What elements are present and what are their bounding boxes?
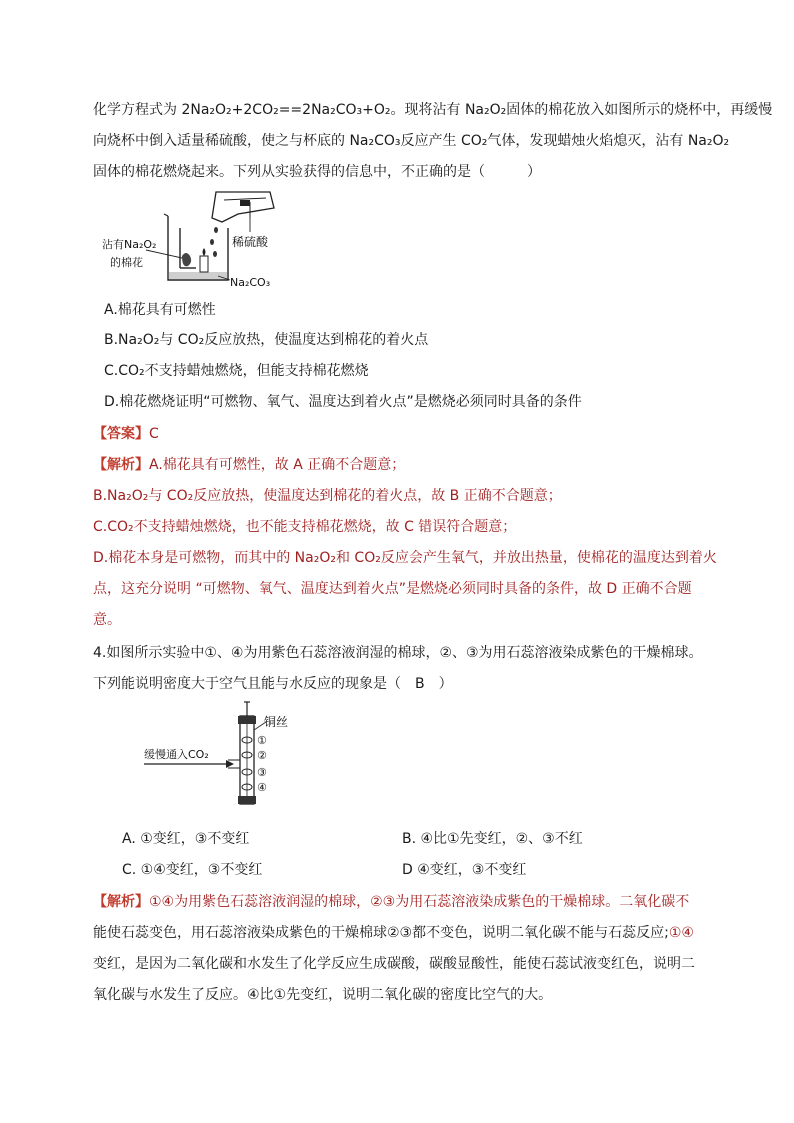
q4-analysis-line-4: 氧化碳与水发生了反应。④比①先变红，说明二氧化碳的密度比空气的大。 (93, 987, 553, 1003)
q3-analysis-line-3: C.CO₂不支持蜡烛燃烧，也不能支持棉花燃烧，故 C 错误符合题意； (93, 519, 517, 535)
q4-tube-figure (140, 700, 290, 810)
label-inlet: 缓慢通入CO₂ (144, 748, 209, 761)
q4-analysis-line-2: 能使石蕊变色，用石蕊溶液染成紫色的干燥棉球②③都不变色，说明二氧化碳不能与石蕊反应;①④ (93, 925, 694, 941)
q4-stem-line-1: 4.如图所示实验中①、④为用紫色石蕊溶液润湿的棉球，②、③为用石蕊溶液染成紫色的干燥棉球。 (93, 645, 703, 661)
cotton-icon (180, 228, 196, 268)
q3-stem-line-3: 固体的棉花燃烧起来。下列从实验获得的信息中，不正确的是（ ） (93, 164, 541, 180)
ball-label-2: ② (257, 749, 267, 762)
glass-tube-icon (238, 702, 256, 804)
q3-analysis-line-4: D.棉花本身是可燃物，而其中的 Na₂O₂和 CO₂反应会产生氧气，并放出热量，使棉花的温度达到着火 (93, 550, 717, 566)
label-carbonate: Na₂CO₃ (230, 276, 271, 288)
q3-stem-line-1: 化学方程式为 2Na₂O₂+2CO₂==2Na₂CO₃+O₂。现将沾有 Na₂O₂固体的棉花放入如图所示的烧杯中，再缓慢 (93, 102, 773, 118)
analysis-label: 【解析】 (93, 457, 149, 473)
q3-option-b: B.Na₂O₂与 CO₂反应放热，使温度达到棉花的着火点 (104, 332, 429, 348)
q4-option-b: B. ④比①先变红，②、③不红 (402, 831, 583, 847)
label-cotton-line-2: 的棉花 (110, 256, 143, 269)
q4-option-c: C. ①④变红，③不变红 (122, 862, 263, 878)
q3-analysis-line-5: 点，这充分说明 “可燃物、氧气、温度达到着火点”是燃烧必须同时具备的条件，故 D 正确不合题 (93, 581, 692, 597)
q4-option-d: D ④变红，③不变红 (402, 862, 527, 878)
q3-stem-line-2: 向烧杯中倒入适量稀硫酸，使之与杯底的 Na₂CO₃反应产生 CO₂气体，发现蜡烛火焰熄灭，沾有 Na₂O₂ (93, 133, 730, 149)
q4-analysis-line-1: 【解析】①④为用紫色石蕊溶液润湿的棉球，②③为用石蕊溶液染成紫色的干燥棉球。二氧化碳不 (93, 894, 690, 910)
answer-label: 【答案】 (93, 426, 149, 442)
acid-bottle-icon (212, 192, 274, 222)
label-acid: 稀硫酸 (232, 235, 269, 249)
ball-label-1: ① (257, 734, 267, 747)
beaker-icon (164, 214, 228, 280)
q3-option-a: A.棉花具有可燃性 (104, 302, 216, 318)
q3-analysis-line-6: 意。 (93, 612, 121, 628)
q3-answer (93, 424, 159, 444)
q4-option-a: A. ①变红，③不变红 (122, 831, 250, 847)
q3-analysis-line-2: B.Na₂O₂与 CO₂反应放热，使温度达到棉花的着火点，故 B 正确不合题意； (93, 488, 562, 504)
label-wire: 铜丝 (264, 715, 289, 729)
ball-label-3: ③ (257, 766, 267, 779)
q4-analysis-label: 【解析】 (93, 894, 149, 910)
ball-label-4: ④ (257, 781, 267, 794)
answer-value: C (149, 426, 159, 442)
label-cotton-line-1: 沾有Na₂O₂ (102, 238, 157, 251)
q3-option-d: D.棉花燃烧证明“可燃物、氧气、温度达到着火点”是燃烧必须同时具备的条件 (104, 394, 582, 410)
q4-analysis-line-3: 变红，是因为二氧化碳和水发生了化学反应生成碳酸，碳酸显酸性，能使石蕊试液变红色，说明二 (93, 956, 695, 972)
candle-icon (200, 248, 208, 272)
q4-stem-line-2: 下列能说明密度大于空气且能与水反应的现象是（ B ） (93, 676, 453, 692)
q3-option-c: C.CO₂不支持蜡烛燃烧，但能支持棉花燃烧 (104, 363, 369, 379)
q3-beaker-figure (100, 188, 280, 288)
q3-analysis-line-1: 【解析】A.棉花具有可燃性，故 A 正确不合题意； (93, 457, 406, 473)
